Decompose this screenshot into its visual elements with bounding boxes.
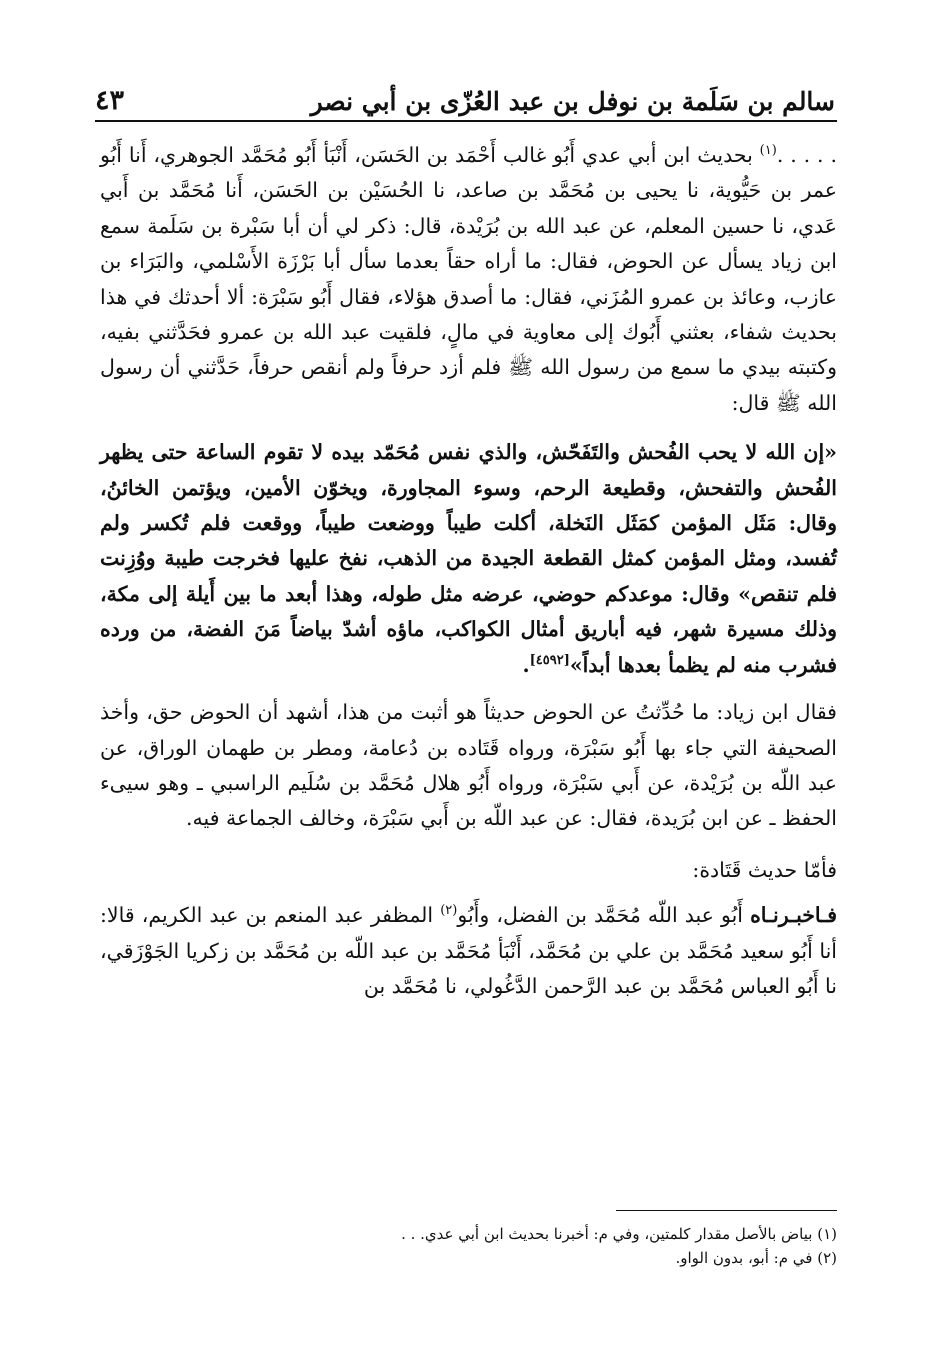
paragraph-text: بحديث ابن أبي عدي أَبُو غالب أَحْمَد بن الحَسَن، أَنْبَأ أَبُو مُحَمَّد الجوهري، أَنا أَبُو عمر بن حَيُّوية، نا يحيى بن مُحَمَّد بن صاعد، نا الحُسَيْن بن الحَسَن، أَنا مُحَمَّد بن أَبي عَدي، نا حسين المعلم، عن عبد الله بن بُرَيْدة، قال: ذكر لي أن أبا سَبْرة بن سَلَمة سمع ابن زياد يسأل عن الحوض، فقال: ما أراه حقاً بعدما سأل أبا بَرْزَة الأَسْلمي، والبَرَاء بن عازب، وعائذ بن عمرو المُزَني، فقال: ما أصدق هؤلاء، فقال أَبُو سَبْرَة: ألا أحدثك في هذا بحديث شفاء، بعثني أَبُوك إلى معاوية في مالٍ، فلقيت عبد الله بن عمرو فحَدَّثني بفيه، وكتبته بيدي ما سمع من رسول الله ﷺ فلم أزد حرفاً ولم أنقص حرفاً، حَدَّثني أن رسول الله ﷺ قال: [100,143,837,415]
running-title: سالم بن سَلَمة بن نوفل بن عبد العُزّى بن أبي نصر [310,87,835,116]
hadith-reference: [٤٥٩٢] [529,652,570,668]
page-number: ٤٣ [95,85,125,116]
paragraph-qatada-isnad [100,898,837,1004]
paragraph-text: المظفر عبد المنعم بن عبد الكريم، قالا: أنا أَبُو سعيد مُحَمَّد بن علي بن مُحَمَّد، أَنْبَأ مُحَمَّد بن عبد اللّه بن مُحَمَّد بن زكريا الجَوْزَقي، نا أَبُو العباس مُحَمَّد بن عبد الرَّحمن الدَّغُولي، نا مُحَمَّد بن [100,903,837,998]
footnote-1: (١) بياض بالأصل مقدار كلمتين، وفي م: أخبرنا بحديث ابن أبي عدي. . . [401,1225,837,1243]
main-text [100,138,837,1004]
header-rule [95,120,837,122]
paragraph-text: فقال ابن زياد: ما حُدِّثتُ عن الحوض حديثاً هو أثبت من هذا، أشهد أن الحوض حق، وأخذ الصحيفة التي جاء بها أَبُو سَبْرَة، ورواه قَتَاده بن دُعامة، ومطر بن طهمان الوراق، عن عبد اللّه بن بُرَيْدة، عن أَبي سَبْرَة، ورواه أَبُو هلال مُحَمَّد بن سُلَيم الراسبي ـ وهو سيىء الحفظ ـ عن ابن بُرَيدة، فقال: عن عبد اللّه بن أَبي سَبْرَة، وخالف الجماعة فيه. [100,700,837,831]
paragraph-isnad [100,138,837,421]
page-header [95,72,835,116]
footnote-marker-2: (٢) [440,903,458,919]
footnotes [300,1222,837,1270]
footnote-2: (٢) في م: أبو، بدون الواو. [675,1249,837,1267]
hadith-text: «إن الله لا يحب الفُحش والتَفَحّش، والذي نفس مُحَمّد بيده لا تقوم الساعة حتى يظهر الفُحش والتفحش، وقطيعة الرحم، وسوء المجاورة، ويخوّن الأمين، ويؤتمن الخائنُ، وقال: مَثَل المؤمن كمَثَل النَخلة، أكلت طيباً ووضعت طيباً، ووقعت فلم تُكسر ولم تُفسد، ومثل المؤمن كمثل القطعة الجيدة من الذهب، نفخ عليها فخرجت طيبة ووُزِنت فلم تنقص» وقال: موعدكم حوضي، عرضه مثل طوله، وهذا أبعد ما بين أَيلة إلى مكة، وذلك مسيرة شهر، فيه أباريق أمثال الكواكب، ماؤه أشدّ بياضاً مَنَ الفضة، من ورده فشرب منه لم يظمأ بعدها أبداً» [100,440,837,677]
footnote-rule [616,1210,837,1211]
section-heading-text: فأمّا حديث قَتَادة: [692,857,837,882]
lead-word: فـاخبـرنـاه [750,903,837,928]
section-heading [100,853,837,888]
omission-dots: . . . . . [776,143,837,167]
footnote-marker-1: (١) [759,143,777,159]
paragraph-hadith [100,435,837,683]
hadith-end: . [522,652,530,677]
paragraph-ibn-ziyad [100,695,837,837]
paragraph-text: أَبُو عبد اللّه مُحَمَّد بن الفضل، وأَبُو [457,903,751,928]
